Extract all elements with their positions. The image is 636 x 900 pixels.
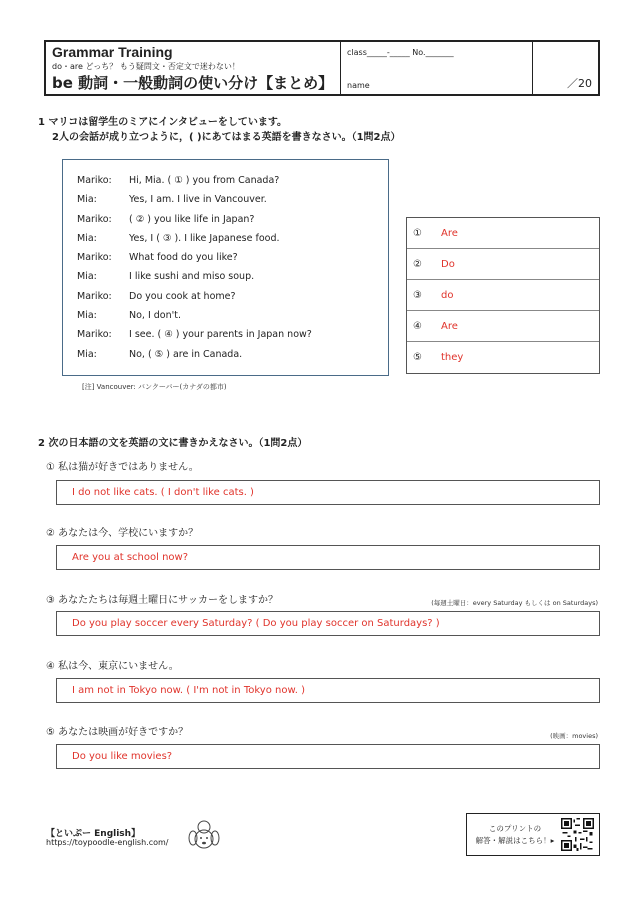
answer-number: ②	[413, 258, 422, 270]
line-text: Yes, I am. I live in Vancouver.	[129, 194, 267, 206]
name-field[interactable]: name	[347, 81, 370, 90]
speaker: Mariko:	[77, 252, 112, 264]
question-text: あなたは映画が好きですか？	[58, 727, 189, 738]
question-text: あなたたちは毎週土曜日にサッカーをしますか？	[58, 595, 278, 606]
speaker: Mia:	[77, 232, 97, 244]
dialogue-line	[77, 171, 388, 190]
line-text: Yes, I ( ③ ). I like Japanese food.	[129, 232, 280, 244]
line-text: Do you cook at home?	[129, 290, 236, 302]
question-number: ③	[46, 595, 55, 606]
answer-value: Do	[441, 258, 455, 270]
header-main-title: be 動詞・一般動詞の使い分け【まとめ】	[52, 74, 334, 92]
qr-code-icon[interactable]	[561, 818, 594, 851]
dialogue-line	[77, 248, 388, 267]
site-url[interactable]: https://toypoodle-english.com/	[46, 838, 169, 847]
speaker: Mariko:	[77, 213, 112, 225]
answer-row[interactable]	[407, 311, 599, 342]
score-total: ／20	[567, 77, 592, 90]
question-label	[46, 461, 199, 475]
header-subtitle: do・are どっち？ もう疑問文・否定文で迷わない！	[52, 62, 240, 71]
line-text: No, I don't.	[129, 310, 181, 322]
line-text: I like sushi and miso soup.	[129, 271, 255, 283]
question-text: 私は今、東京にいません。	[58, 661, 179, 672]
speaker: Mariko:	[77, 175, 112, 186]
speaker: Mia:	[77, 310, 97, 322]
answer-link-line2: 解答・解説はこちら！▸	[475, 836, 555, 845]
worksheet-header	[44, 40, 600, 96]
question-hint: (毎週土曜日：every Saturday もしくは on Saturdays)	[431, 599, 598, 607]
answer-row[interactable]	[407, 218, 599, 249]
answer-table	[406, 217, 600, 374]
header-score-cell	[533, 42, 598, 94]
answer-box[interactable]: Do you play soccer every Saturday? ( Do you play soccer on Saturdays? )	[56, 611, 600, 636]
poodle-mascot-icon	[185, 818, 223, 854]
class-number-field[interactable]: class_____-_____ No._______	[347, 48, 454, 57]
dialogue-line	[77, 190, 388, 209]
line-text: I see. ( ④ ) your parents in Japan now?	[129, 329, 312, 341]
answer-box[interactable]: I do not like cats. ( I don't like cats. )	[56, 480, 600, 505]
speaker: Mia:	[77, 194, 97, 206]
question-label	[46, 660, 179, 674]
question-number: ②	[46, 528, 55, 539]
answer-link-line1: このプリントの	[488, 824, 542, 833]
answer-number: ⑤	[413, 352, 422, 363]
dialogue-line	[77, 287, 388, 306]
answer-number: ④	[413, 320, 422, 332]
question-text: 私は猫が好きではありません。	[58, 462, 199, 473]
question-hint: (映画：movies)	[550, 732, 598, 740]
section1-heading-line1: 1 マリコは留学生のミアにインタビューをしています。	[38, 117, 288, 128]
answer-box[interactable]: Are you at school now?	[56, 545, 600, 570]
question-label	[46, 527, 198, 541]
section1-heading-line2: 2人の会話が成り立つように，( )にあてはまる英語を書きなさい。（1問2点）	[52, 132, 401, 143]
line-text: No, ( ⑤ ) are in Canada.	[129, 348, 243, 360]
dialogue-line	[77, 345, 388, 364]
answer-box[interactable]: Do you like movies?	[56, 744, 600, 769]
line-text: Hi, Mia. ( ① ) you from Canada?	[129, 175, 280, 186]
vocab-note: [注] Vancouver: バンクーバー(カナダの都市)	[82, 383, 227, 391]
line-text: ( ② ) you like life in Japan?	[129, 213, 255, 225]
answer-number: ③	[413, 289, 422, 301]
answer-link-text	[473, 823, 557, 847]
question-number: ④	[46, 661, 55, 672]
speaker: Mariko:	[77, 290, 112, 302]
line-text: What food do you like?	[129, 252, 238, 264]
question-label	[46, 726, 188, 740]
question-text: あなたは今、学校にいますか？	[58, 528, 199, 539]
answer-value: do	[441, 289, 454, 301]
dialogue-line	[77, 229, 388, 248]
dialogue-line	[77, 267, 388, 286]
dialogue-line	[77, 210, 388, 229]
question-number: ①	[46, 462, 55, 473]
question-number: ⑤	[46, 727, 55, 738]
answer-row[interactable]	[407, 342, 599, 373]
section2-heading: 2 次の日本語の文を英語の文に書きかえなさい。（1問2点）	[38, 438, 308, 449]
question-label	[46, 594, 278, 608]
answer-row[interactable]	[407, 280, 599, 311]
speaker: Mia:	[77, 348, 97, 360]
answer-box[interactable]: I am not in Tokyo now. ( I'm not in Tokyo now. )	[56, 678, 600, 703]
speaker: Mariko:	[77, 329, 112, 341]
dialogue-line	[77, 306, 388, 325]
dialogue-box	[62, 159, 389, 376]
answer-link-box[interactable]	[466, 813, 600, 856]
speaker: Mia:	[77, 271, 97, 283]
header-student-cell	[341, 42, 533, 94]
brand-name: 【といぷー English】	[46, 829, 141, 839]
header-title: Grammar Training	[52, 44, 173, 60]
answer-row[interactable]	[407, 249, 599, 280]
header-title-cell	[46, 42, 341, 94]
answer-value: Are	[441, 227, 458, 239]
answer-value: Are	[441, 320, 458, 332]
dialogue-line	[77, 325, 388, 344]
answer-number: ①	[413, 227, 422, 239]
answer-value: they	[441, 352, 464, 363]
